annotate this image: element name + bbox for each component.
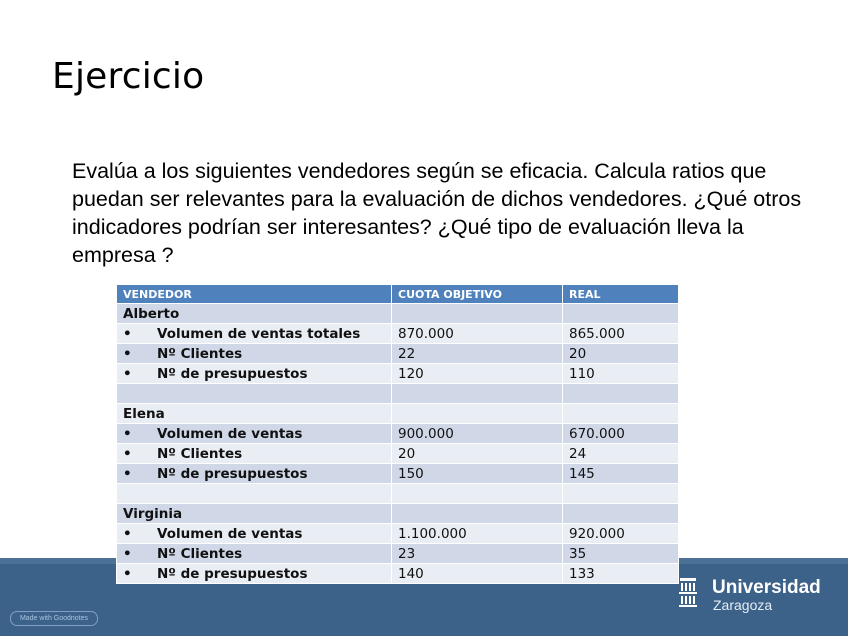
table-row — [117, 544, 679, 564]
metric-cell — [117, 544, 392, 564]
bullet-icon: • — [123, 545, 132, 562]
metric-cell — [117, 564, 392, 584]
table-row — [117, 404, 679, 424]
table-row — [117, 504, 679, 524]
quota-cell — [392, 404, 563, 424]
quota-cell: 120 — [392, 364, 563, 384]
quota-cell: 20 — [392, 444, 563, 464]
table-row — [117, 464, 679, 484]
quota-cell — [392, 504, 563, 524]
quota-cell: 900.000 — [392, 424, 563, 444]
quota-cell: 22 — [392, 344, 563, 364]
real-cell: 20 — [563, 344, 679, 364]
table-row — [117, 344, 679, 364]
real-cell: 670.000 — [563, 424, 679, 444]
bullet-icon: • — [123, 445, 132, 462]
table-row — [117, 324, 679, 344]
quota-cell: 1.100.000 — [392, 524, 563, 544]
real-cell: 133 — [563, 564, 679, 584]
header-cuota-objetivo: CUOTA OBJETIVO — [392, 285, 563, 304]
sales-table — [116, 284, 679, 584]
table-row — [117, 564, 679, 584]
bullet-icon: • — [123, 325, 132, 342]
bullet-icon: • — [123, 565, 132, 582]
table-row — [117, 444, 679, 464]
quota-cell — [392, 384, 563, 404]
metric-cell — [117, 424, 392, 444]
university-name: Universidad — [712, 577, 821, 598]
real-cell: 110 — [563, 364, 679, 384]
metric-label: Volumen de ventas — [157, 425, 303, 442]
quota-cell: 23 — [392, 544, 563, 564]
quota-cell: 870.000 — [392, 324, 563, 344]
quota-cell — [392, 304, 563, 324]
real-cell: 920.000 — [563, 524, 679, 544]
empty-cell — [117, 484, 392, 504]
bullet-icon: • — [123, 425, 132, 442]
metric-label: Nº de presupuestos — [157, 365, 308, 382]
real-cell: 145 — [563, 464, 679, 484]
table-row — [117, 304, 679, 324]
metric-label: Volumen de ventas totales — [157, 325, 361, 342]
metric-cell — [117, 344, 392, 364]
real-cell: 24 — [563, 444, 679, 464]
table-row — [117, 384, 679, 404]
table-header-row — [117, 285, 679, 304]
metric-label: Nº de presupuestos — [157, 565, 308, 582]
metric-cell — [117, 464, 392, 484]
real-cell — [563, 404, 679, 424]
real-cell — [563, 484, 679, 504]
slide-body-text: Evalúa a los siguientes vendedores según se eficacia. Calcula ratios que puedan ser relevantes para la evaluación de dichos vendedores. ¿Qué otros indicadores podrían ser interesantes? ¿Qué tipo de evaluación lleva la empresa ? — [72, 159, 802, 267]
quota-cell: 150 — [392, 464, 563, 484]
bullet-icon: • — [123, 525, 132, 542]
seller-name: Elena — [117, 404, 392, 424]
metric-cell — [117, 524, 392, 544]
table-row — [117, 424, 679, 444]
bullet-icon: • — [123, 465, 132, 482]
seller-name: Alberto — [117, 304, 392, 324]
bullet-icon: • — [123, 365, 132, 382]
metric-label: Volumen de ventas — [157, 525, 303, 542]
metric-label: Nº Clientes — [157, 445, 243, 462]
metric-cell — [117, 364, 392, 384]
real-cell: 865.000 — [563, 324, 679, 344]
seller-name: Virginia — [117, 504, 392, 524]
table-row — [117, 364, 679, 384]
goodnotes-badge: Made with Goodnotes — [10, 611, 98, 626]
real-cell — [563, 504, 679, 524]
metric-label: Nº Clientes — [157, 545, 243, 562]
quota-cell: 140 — [392, 564, 563, 584]
slide-title: Ejercicio — [52, 56, 205, 97]
university-building-icon — [678, 576, 698, 614]
metric-cell — [117, 444, 392, 464]
empty-cell — [117, 384, 392, 404]
metric-label: Nº de presupuestos — [157, 465, 308, 482]
university-city: Zaragoza — [713, 597, 773, 613]
real-cell — [563, 384, 679, 404]
header-vendedor: VENDEDOR — [117, 285, 392, 304]
metric-cell — [117, 324, 392, 344]
real-cell: 35 — [563, 544, 679, 564]
real-cell — [563, 304, 679, 324]
table-row — [117, 484, 679, 504]
quota-cell — [392, 484, 563, 504]
header-real: REAL — [563, 285, 679, 304]
bullet-icon: • — [123, 345, 132, 362]
table-row — [117, 524, 679, 544]
metric-label: Nº Clientes — [157, 345, 243, 362]
